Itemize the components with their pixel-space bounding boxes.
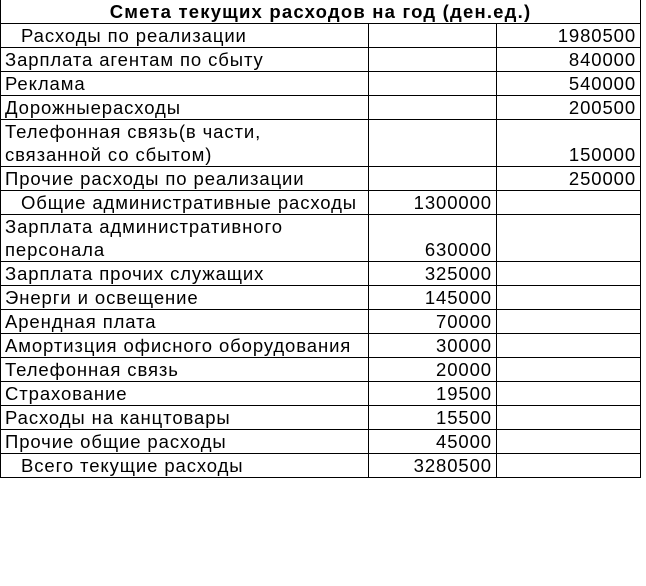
row-label: Телефонная связь <box>1 358 369 382</box>
row-label: Расходы на канцтовары <box>1 406 369 430</box>
row-subtotal-value: 145000 <box>369 286 497 310</box>
table-row <box>1 48 641 72</box>
row-label: Расходы по реализации <box>1 24 369 48</box>
row-total-value <box>497 430 641 454</box>
row-label: Энерги и освещение <box>1 286 369 310</box>
row-subtotal-value <box>369 120 497 167</box>
row-label: Прочие расходы по реализации <box>1 167 369 191</box>
row-subtotal-value: 45000 <box>369 430 497 454</box>
row-label: Страхование <box>1 382 369 406</box>
row-total-value: 200500 <box>497 96 641 120</box>
row-total-value: 250000 <box>497 167 641 191</box>
row-label: Дорожныерасходы <box>1 96 369 120</box>
table-row <box>1 72 641 96</box>
table-row <box>1 454 641 478</box>
row-total-value <box>497 406 641 430</box>
row-subtotal-value: 15500 <box>369 406 497 430</box>
row-label: Арендная плата <box>1 310 369 334</box>
row-label: Зарплата агентам по сбыту <box>1 48 369 72</box>
row-label: Зарплата административного персонала <box>1 215 369 262</box>
row-subtotal-value <box>369 48 497 72</box>
row-label: Прочие общие расходы <box>1 430 369 454</box>
row-subtotal-value: 70000 <box>369 310 497 334</box>
row-label: Телефонная связь(в части, связанной со сбытом) <box>1 120 369 167</box>
table-row <box>1 286 641 310</box>
row-label: Общие административные расходы <box>1 191 369 215</box>
row-total-value: 840000 <box>497 48 641 72</box>
row-total-value: 540000 <box>497 72 641 96</box>
row-total-value: 1980500 <box>497 24 641 48</box>
row-subtotal-value <box>369 24 497 48</box>
row-subtotal-value: 3280500 <box>369 454 497 478</box>
table-row <box>1 358 641 382</box>
table-row <box>1 430 641 454</box>
row-subtotal-value: 325000 <box>369 262 497 286</box>
table-row <box>1 406 641 430</box>
table-row <box>1 167 641 191</box>
table-row <box>1 310 641 334</box>
row-total-value <box>497 215 641 262</box>
row-total-value <box>497 334 641 358</box>
row-total-value <box>497 310 641 334</box>
row-label: Всего текущие расходы <box>1 454 369 478</box>
row-subtotal-value <box>369 167 497 191</box>
row-total-value <box>497 286 641 310</box>
row-label: Реклама <box>1 72 369 96</box>
title-row <box>1 0 641 24</box>
row-label: Зарплата прочих служащих <box>1 262 369 286</box>
table-row <box>1 382 641 406</box>
row-label: Амортизция офисного оборудования <box>1 334 369 358</box>
row-total-value: 150000 <box>497 120 641 167</box>
table-row <box>1 96 641 120</box>
row-subtotal-value: 19500 <box>369 382 497 406</box>
row-subtotal-value: 30000 <box>369 334 497 358</box>
table-row <box>1 191 641 215</box>
table-body <box>1 0 641 478</box>
table-row <box>1 120 641 167</box>
row-subtotal-value <box>369 96 497 120</box>
row-total-value <box>497 454 641 478</box>
table-row <box>1 215 641 262</box>
row-subtotal-value: 1300000 <box>369 191 497 215</box>
row-total-value <box>497 262 641 286</box>
table-title: Смета текущих расходов на год (ден.ед.) <box>1 0 641 24</box>
table-row <box>1 24 641 48</box>
row-subtotal-value: 20000 <box>369 358 497 382</box>
row-total-value <box>497 358 641 382</box>
row-total-value <box>497 382 641 406</box>
row-subtotal-value: 630000 <box>369 215 497 262</box>
row-subtotal-value <box>369 72 497 96</box>
table-row <box>1 262 641 286</box>
row-total-value <box>497 191 641 215</box>
table-row <box>1 334 641 358</box>
